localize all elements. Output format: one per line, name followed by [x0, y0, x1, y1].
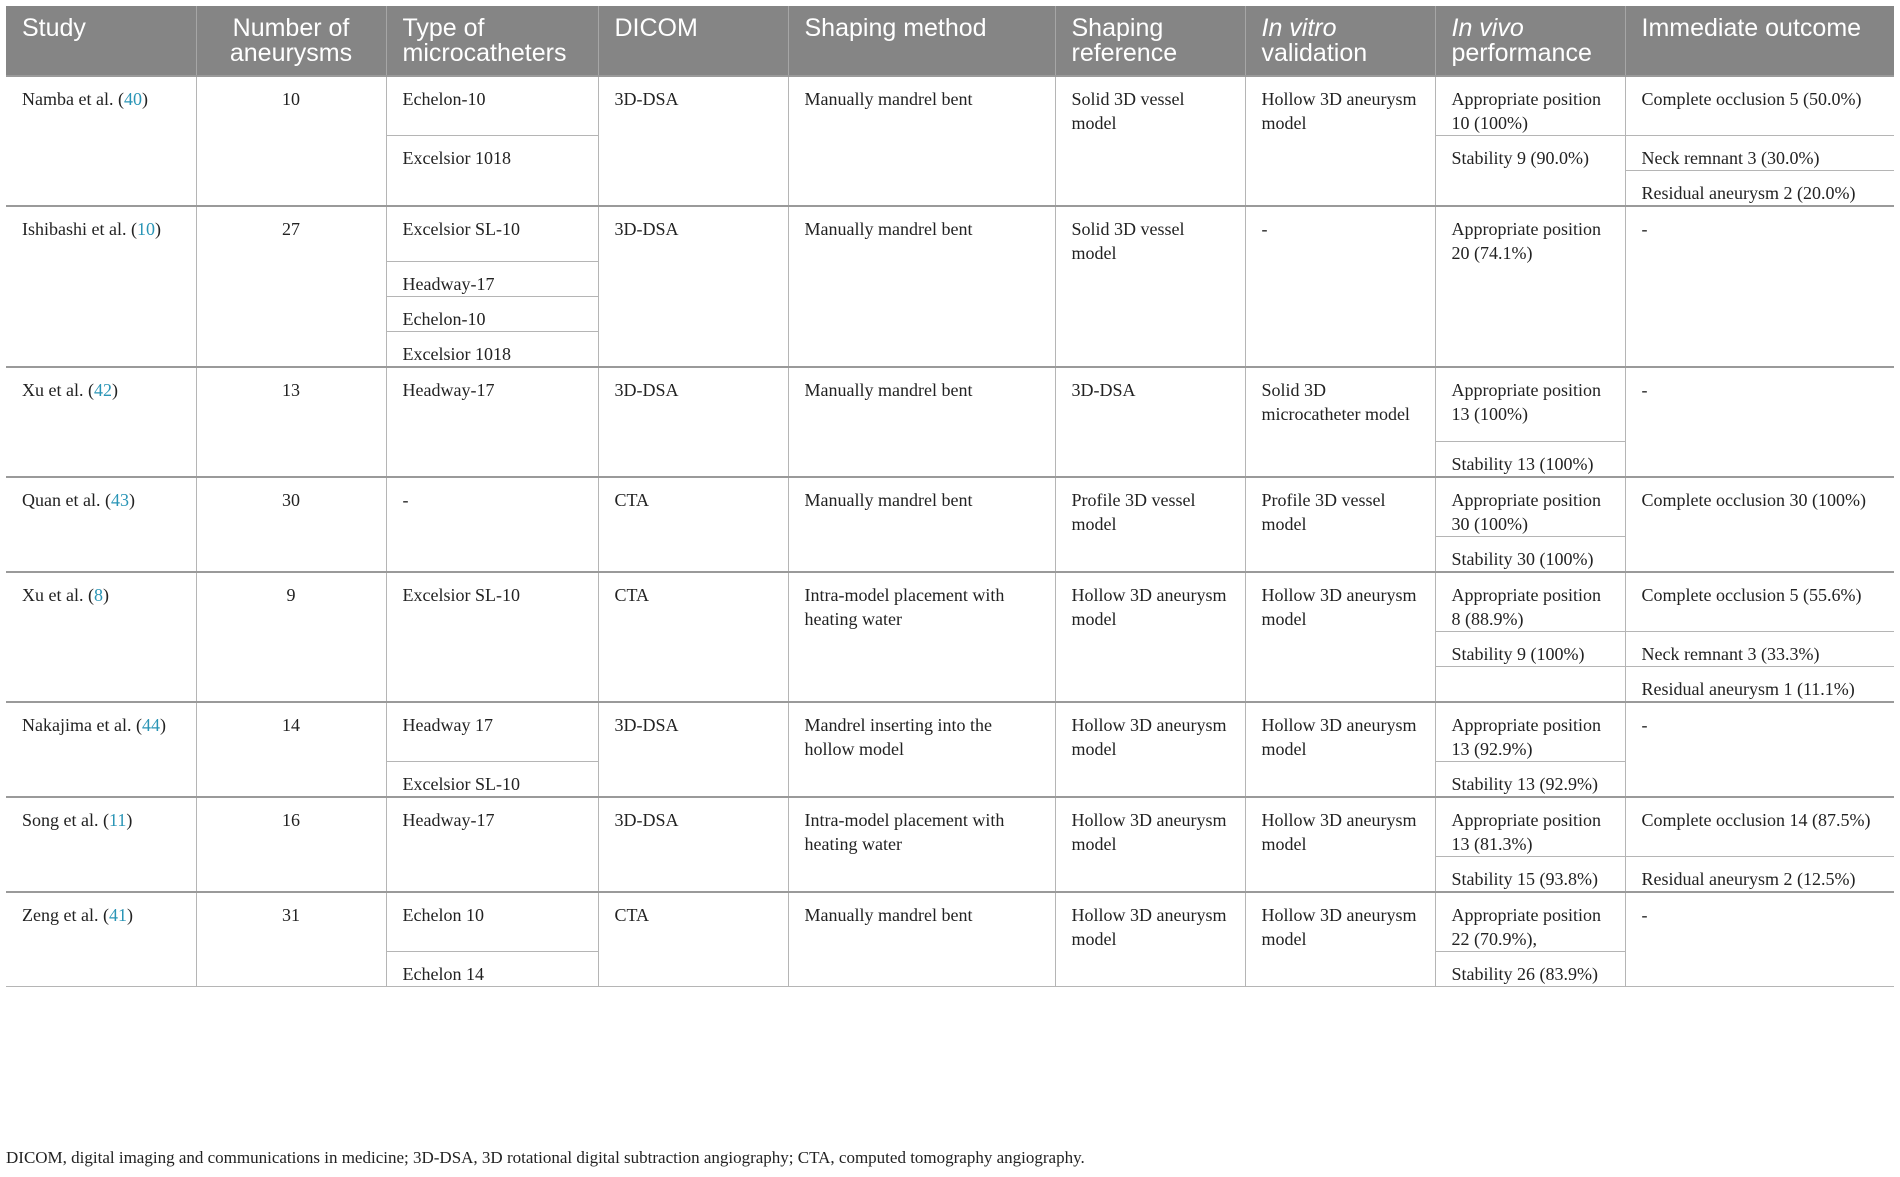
shaping-reference-cell: Profile 3D vessel model [1055, 477, 1245, 572]
in-vivo-cell: Appropriate position 10 (100%) [1435, 76, 1625, 136]
dicom-cell: 3D-DSA [598, 702, 788, 797]
table-container [6, 6, 1894, 987]
microcatheter-cell: Echelon-10 [386, 296, 598, 331]
table-row [6, 367, 1894, 442]
reference-link[interactable]: 43 [110, 490, 129, 510]
outcome-cell: Neck remnant 3 (30.0%) [1625, 136, 1894, 171]
table-row [6, 206, 1894, 261]
shaping-method-cell: Intra-model placement with heating water [788, 797, 1055, 892]
dicom-cell: 3D-DSA [598, 367, 788, 478]
outcome-cell: Neck remnant 3 (33.3%) [1625, 632, 1894, 667]
reference-link[interactable]: 40 [123, 89, 142, 109]
shaping-method-cell: Manually mandrel bent [788, 367, 1055, 478]
dicom-cell: CTA [598, 477, 788, 572]
table-row [6, 797, 1894, 857]
microcatheter-cell: Excelsior SL-10 [386, 206, 598, 261]
in-vivo-cell: Appropriate position 22 (70.9%), [1435, 892, 1625, 952]
reference-link[interactable]: 44 [141, 715, 160, 735]
table-row [6, 572, 1894, 632]
study-cell: Quan et al. (43) [6, 477, 196, 572]
table-footnote: DICOM, digital imaging and communications in medicine; 3D-DSA, 3D rotational digital subtraction angiography; CTA, computed tomography angiography. [6, 1148, 1085, 1167]
aneurysm-count: 16 [196, 797, 386, 892]
outcome-cell: - [1625, 206, 1894, 367]
table-row [6, 477, 1894, 537]
in-vivo-cell: Appropriate position 8 (88.9%) [1435, 572, 1625, 632]
shaping-method-cell: Manually mandrel bent [788, 892, 1055, 987]
reference-link[interactable]: 41 [108, 905, 127, 925]
table-row [6, 76, 1894, 136]
dicom-cell: 3D-DSA [598, 206, 788, 367]
outcome-cell: Complete occlusion 14 (87.5%) [1625, 797, 1894, 857]
shaping-method-cell: Manually mandrel bent [788, 477, 1055, 572]
shaping-reference-cell: Hollow 3D aneurysm model [1055, 797, 1245, 892]
in-vivo-cell: Stability 9 (90.0%) [1435, 136, 1625, 207]
in-vivo-cell: Stability 30 (100%) [1435, 537, 1625, 573]
in-vitro-cell: Hollow 3D aneurysm model [1245, 892, 1435, 987]
microcatheter-cell: Excelsior 1018 [386, 136, 598, 207]
header-shaping-reference: Shaping reference [1055, 6, 1245, 76]
in-vivo-cell: Stability 13 (92.9%) [1435, 762, 1625, 798]
header-shaping-method: Shaping method [788, 6, 1055, 76]
outcome-cell: - [1625, 892, 1894, 987]
in-vivo-cell-empty [1435, 667, 1625, 703]
in-vitro-cell: Hollow 3D aneurysm model [1245, 702, 1435, 797]
in-vitro-cell: Hollow 3D aneurysm model [1245, 572, 1435, 702]
microcatheter-cell: Headway-17 [386, 367, 598, 478]
studies-table [6, 6, 1894, 987]
outcome-cell: Residual aneurysm 1 (11.1%) [1625, 667, 1894, 703]
header-row [6, 6, 1894, 76]
shaping-reference-cell: Hollow 3D aneurysm model [1055, 702, 1245, 797]
outcome-cell: Residual aneurysm 2 (12.5%) [1625, 857, 1894, 893]
study-cell: Namba et al. (40) [6, 76, 196, 206]
aneurysm-count: 14 [196, 702, 386, 797]
in-vitro-cell: - [1245, 206, 1435, 367]
reference-link[interactable]: 42 [93, 379, 112, 400]
header-study: Study [6, 6, 196, 76]
header-immediate-outcome: Immediate outcome [1625, 6, 1894, 76]
in-vivo-cell: Stability 13 (100%) [1435, 442, 1625, 478]
reference-link[interactable]: 11 [109, 810, 127, 830]
aneurysm-count: 31 [196, 892, 386, 987]
microcatheter-cell: Excelsior 1018 [386, 331, 598, 367]
study-cell: Song et al. (11) [6, 797, 196, 892]
microcatheter-cell: Headway-17 [386, 797, 598, 892]
microcatheter-cell: Headway-17 [386, 261, 598, 296]
shaping-reference-cell: Hollow 3D aneurysm model [1055, 892, 1245, 987]
reference-link[interactable]: 8 [93, 585, 103, 605]
in-vivo-cell: Stability 9 (100%) [1435, 632, 1625, 667]
in-vivo-cell: Appropriate position 13 (81.3%) [1435, 797, 1625, 857]
microcatheter-cell: Headway 17 [386, 702, 598, 762]
header-dicom: DICOM [598, 6, 788, 76]
in-vitro-cell: Hollow 3D aneurysm model [1245, 797, 1435, 892]
in-vitro-cell: Solid 3D microcatheter model [1245, 367, 1435, 478]
microcatheter-cell: - [386, 477, 598, 572]
shaping-reference-cell: Hollow 3D aneurysm model [1055, 572, 1245, 702]
study-cell: Zeng et al. (41) [6, 892, 196, 987]
dicom-cell: CTA [598, 892, 788, 987]
outcome-cell: Residual aneurysm 2 (20.0%) [1625, 171, 1894, 207]
aneurysm-count: 10 [196, 76, 386, 206]
header-number-of-aneurysms: Number of aneurysms [196, 6, 386, 76]
table-row [6, 892, 1894, 952]
outcome-cell: Complete occlusion 30 (100%) [1625, 477, 1894, 572]
in-vitro-cell: Profile 3D vessel model [1245, 477, 1435, 572]
microcatheter-cell: Excelsior SL-10 [386, 762, 598, 798]
shaping-method-cell: Manually mandrel bent [788, 206, 1055, 367]
aneurysm-count: 13 [196, 367, 386, 478]
in-vivo-cell: Appropriate position 20 (74.1%) [1435, 206, 1625, 367]
aneurysm-count: 30 [196, 477, 386, 572]
study-cell: Xu et al. (8) [6, 572, 196, 702]
in-vivo-cell: Appropriate position 30 (100%) [1435, 477, 1625, 537]
dicom-cell: 3D-DSA [598, 76, 788, 206]
header-in-vitro-validation: In vitro validation [1245, 6, 1435, 76]
in-vivo-cell: Stability 15 (93.8%) [1435, 857, 1625, 893]
in-vivo-cell: Appropriate position 13 (92.9%) [1435, 702, 1625, 762]
outcome-cell: - [1625, 702, 1894, 797]
table-row [6, 702, 1894, 762]
header-in-vivo-performance: In vivo performance [1435, 6, 1625, 76]
outcome-cell: - [1625, 367, 1894, 478]
microcatheter-cell: Echelon 10 [386, 892, 598, 952]
dicom-cell: CTA [598, 572, 788, 702]
shaping-reference-cell: 3D-DSA [1055, 367, 1245, 478]
shaping-method-cell: Manually mandrel bent [788, 76, 1055, 206]
study-cell: Nakajima et al. (44) [6, 702, 196, 797]
dicom-cell: 3D-DSA [598, 797, 788, 892]
study-cell: Xu et al. (42) [6, 367, 196, 478]
in-vivo-cell: Appropriate position 13 (100%) [1435, 367, 1625, 442]
reference-link[interactable]: 10 [136, 219, 155, 239]
in-vitro-cell: Hollow 3D aneurysm model [1245, 76, 1435, 206]
aneurysm-count: 27 [196, 206, 386, 367]
aneurysm-count: 9 [196, 572, 386, 702]
microcatheter-cell: Echelon 14 [386, 952, 598, 987]
study-cell: Ishibashi et al. (10) [6, 206, 196, 367]
header-type-of-microcatheters: Type of microcatheters [386, 6, 598, 76]
shaping-reference-cell: Solid 3D vessel model [1055, 76, 1245, 206]
in-vivo-cell: Stability 26 (83.9%) [1435, 952, 1625, 987]
shaping-method-cell: Intra-model placement with heating water [788, 572, 1055, 702]
shaping-method-cell: Mandrel inserting into the hollow model [788, 702, 1055, 797]
outcome-cell: Complete occlusion 5 (50.0%) [1625, 76, 1894, 136]
shaping-reference-cell: Solid 3D vessel model [1055, 206, 1245, 367]
microcatheter-cell: Excelsior SL-10 [386, 572, 598, 702]
outcome-cell: Complete occlusion 5 (55.6%) [1625, 572, 1894, 632]
microcatheter-cell: Echelon-10 [386, 76, 598, 136]
